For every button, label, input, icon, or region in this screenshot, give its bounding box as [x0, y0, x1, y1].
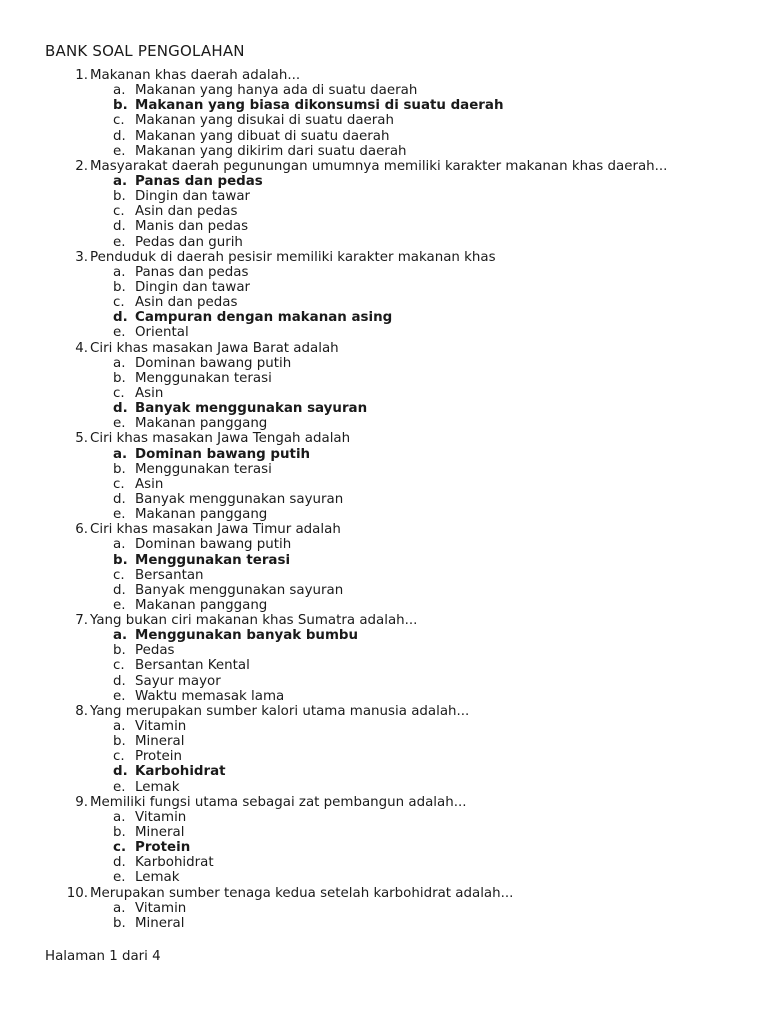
question-text: Merupakan sumber tenaga kedua setelah karbohidrat adalah... — [90, 885, 514, 901]
option-text: Dominan bawang putih — [135, 355, 292, 371]
answer-option — [45, 598, 745, 613]
option-letter: d. — [113, 219, 126, 235]
option-letter: a. — [113, 900, 126, 916]
answer-option — [45, 492, 745, 507]
option-text: Sayur mayor — [135, 673, 221, 689]
option-text: Waktu memasak lama — [135, 688, 285, 704]
option-letter: d. — [113, 582, 126, 598]
option-text: Protein — [135, 840, 191, 856]
option-letter: a. — [113, 446, 128, 462]
answer-option — [45, 825, 745, 840]
question-item — [45, 68, 745, 83]
option-text: Bersantan — [135, 567, 204, 583]
answer-option — [45, 719, 745, 734]
answer-option — [45, 734, 745, 749]
question-text: Masyarakat daerah pegunungan umumnya memiliki karakter makanan khas daerah... — [90, 158, 668, 174]
answer-option — [45, 219, 745, 234]
option-letter: b. — [113, 279, 126, 295]
option-letter: c. — [113, 840, 127, 856]
option-text: Menggunakan banyak bumbu — [135, 628, 359, 644]
option-text: Dominan bawang putih — [135, 537, 292, 553]
answer-option — [45, 901, 745, 916]
option-letter: d. — [113, 401, 128, 417]
question-text: Makanan khas daerah adalah... — [90, 68, 301, 83]
option-text: Bersantan Kental — [135, 658, 250, 674]
answer-option — [45, 568, 745, 583]
question-number: 2. — [75, 158, 88, 174]
option-letter: c. — [113, 113, 125, 129]
question-item — [45, 250, 745, 265]
option-letter: e. — [113, 234, 126, 250]
question-number: 10. — [66, 885, 88, 901]
option-text: Asin dan pedas — [135, 295, 238, 311]
question-text: Memiliki fungsi utama sebagai zat pembangun adalah... — [90, 794, 467, 810]
option-text: Mineral — [135, 825, 185, 841]
option-text: Makanan yang biasa dikonsumsi di suatu daerah — [135, 98, 504, 114]
question-list — [45, 68, 745, 931]
question-text: Penduduk di daerah pesisir memiliki karakter makanan khas — [90, 249, 496, 265]
question-number: 6. — [75, 522, 88, 538]
option-text: Protein — [135, 749, 182, 765]
option-letter: b. — [113, 552, 128, 568]
option-letter: a. — [113, 809, 126, 825]
question-number: 3. — [75, 249, 88, 265]
option-text: Makanan yang disukai di suatu daerah — [135, 113, 394, 129]
answer-option-correct — [45, 174, 745, 189]
question-text: Ciri khas masakan Jawa Tengah adalah — [90, 431, 351, 447]
answer-option — [45, 643, 745, 658]
answer-option-correct — [45, 447, 745, 462]
option-text: Mineral — [135, 734, 185, 750]
option-letter: c. — [113, 295, 125, 311]
question-text: Yang merupakan sumber kalori utama manusia adalah... — [90, 703, 470, 719]
option-text: Manis dan pedas — [135, 219, 249, 235]
option-text: Asin — [135, 476, 164, 492]
option-text: Dingin dan tawar — [135, 189, 251, 205]
answer-option — [45, 280, 745, 295]
option-letter: e. — [113, 143, 126, 159]
answer-option — [45, 537, 745, 552]
option-text: Makanan yang dibuat di suatu daerah — [135, 128, 390, 144]
question-number: 9. — [75, 794, 88, 810]
option-text: Vitamin — [135, 719, 187, 735]
option-text: Makanan panggang — [135, 597, 268, 613]
option-text: Panas dan pedas — [135, 173, 263, 189]
option-text: Oriental — [135, 325, 189, 341]
answer-option — [45, 386, 745, 401]
question-item — [45, 522, 745, 537]
option-letter: c. — [113, 385, 125, 401]
option-letter: a. — [113, 355, 126, 371]
option-text: Campuran dengan makanan asing — [135, 310, 393, 326]
option-letter: d. — [113, 310, 128, 326]
option-letter: c. — [113, 658, 125, 674]
answer-option-correct — [45, 840, 745, 855]
option-text: Banyak menggunakan sayuran — [135, 491, 344, 507]
option-letter: a. — [113, 537, 126, 553]
option-text: Karbohidrat — [135, 855, 214, 871]
option-letter: b. — [113, 461, 126, 477]
option-letter: b. — [113, 825, 126, 841]
option-text: Makanan yang dikirim dari suatu daerah — [135, 143, 407, 159]
option-letter: c. — [113, 749, 125, 765]
answer-option — [45, 658, 745, 673]
option-letter: d. — [113, 855, 126, 871]
option-letter: c. — [113, 567, 125, 583]
option-letter: b. — [113, 643, 126, 659]
question-item — [45, 886, 745, 901]
answer-option — [45, 265, 745, 280]
option-text: Banyak menggunakan sayuran — [135, 582, 344, 598]
answer-option — [45, 129, 745, 144]
option-text: Mineral — [135, 915, 185, 931]
answer-option — [45, 810, 745, 825]
answer-option-correct — [45, 764, 745, 779]
question-item — [45, 795, 745, 810]
answer-option — [45, 689, 745, 704]
option-letter: e. — [113, 507, 126, 523]
option-letter: e. — [113, 870, 126, 886]
question-item — [45, 159, 745, 174]
question-item — [45, 431, 745, 446]
answer-option — [45, 295, 745, 310]
answer-option-correct — [45, 401, 745, 416]
answer-option — [45, 462, 745, 477]
answer-option — [45, 477, 745, 492]
answer-option — [45, 83, 745, 98]
answer-option-correct — [45, 310, 745, 325]
option-text: Makanan panggang — [135, 416, 268, 432]
option-text: Menggunakan terasi — [135, 552, 291, 568]
option-text: Lemak — [135, 779, 180, 795]
option-text: Asin — [135, 385, 164, 401]
question-text: Yang bukan ciri makanan khas Sumatra adalah... — [90, 613, 418, 629]
page-title: BANK SOAL PENGOLAHAN — [45, 42, 245, 60]
question-item — [45, 341, 745, 356]
option-letter: d. — [113, 673, 126, 689]
option-text: Vitamin — [135, 809, 187, 825]
question-number: 7. — [75, 613, 88, 629]
answer-option — [45, 371, 745, 386]
answer-option — [45, 855, 745, 870]
option-letter: b. — [113, 734, 126, 750]
answer-option-correct — [45, 628, 745, 643]
option-text: Menggunakan terasi — [135, 461, 272, 477]
answer-option — [45, 583, 745, 598]
answer-option — [45, 870, 745, 885]
option-letter: c. — [113, 204, 125, 220]
option-letter: e. — [113, 416, 126, 432]
option-text: Makanan yang hanya ada di suatu daerah — [135, 83, 418, 99]
answer-option — [45, 204, 745, 219]
option-text: Pedas dan gurih — [135, 234, 243, 250]
option-letter: d. — [113, 491, 126, 507]
option-text: Dingin dan tawar — [135, 279, 251, 295]
option-letter: b. — [113, 189, 126, 205]
option-letter: a. — [113, 173, 128, 189]
option-letter: d. — [113, 764, 128, 780]
option-letter: a. — [113, 719, 126, 735]
option-text: Vitamin — [135, 900, 187, 916]
option-text: Asin dan pedas — [135, 204, 238, 220]
answer-option — [45, 235, 745, 250]
question-number: 4. — [75, 340, 88, 356]
question-text: Ciri khas masakan Jawa Barat adalah — [90, 340, 339, 356]
option-letter: b. — [113, 370, 126, 386]
option-letter: e. — [113, 325, 126, 341]
option-letter: d. — [113, 128, 126, 144]
answer-option — [45, 189, 745, 204]
option-text: Panas dan pedas — [135, 264, 249, 280]
option-letter: e. — [113, 688, 126, 704]
option-letter: b. — [113, 915, 126, 931]
option-text: Karbohidrat — [135, 764, 226, 780]
option-letter: e. — [113, 597, 126, 613]
answer-option — [45, 416, 745, 431]
answer-option-correct — [45, 553, 745, 568]
option-text: Menggunakan terasi — [135, 370, 272, 386]
question-number: 1. — [75, 68, 88, 83]
option-text: Pedas — [135, 643, 175, 659]
question-item — [45, 613, 745, 628]
answer-option — [45, 507, 745, 522]
question-number: 5. — [75, 431, 88, 447]
answer-option-correct — [45, 98, 745, 113]
answer-option — [45, 780, 745, 795]
page-footer: Halaman 1 dari 4 — [45, 949, 161, 964]
option-letter: e. — [113, 779, 126, 795]
option-letter: b. — [113, 98, 128, 114]
answer-option — [45, 144, 745, 159]
option-text: Lemak — [135, 870, 180, 886]
option-text: Makanan panggang — [135, 507, 268, 523]
option-letter: a. — [113, 264, 126, 280]
answer-option — [45, 113, 745, 128]
option-text: Dominan bawang putih — [135, 446, 311, 462]
option-text: Banyak menggunakan sayuran — [135, 401, 368, 417]
answer-option — [45, 749, 745, 764]
question-number: 8. — [75, 703, 88, 719]
answer-option — [45, 916, 745, 931]
answer-option — [45, 325, 745, 340]
option-letter: a. — [113, 83, 126, 99]
answer-option — [45, 356, 745, 371]
option-letter: c. — [113, 476, 125, 492]
answer-option — [45, 674, 745, 689]
option-letter: a. — [113, 628, 128, 644]
question-item — [45, 704, 745, 719]
question-text: Ciri khas masakan Jawa Timur adalah — [90, 522, 341, 538]
